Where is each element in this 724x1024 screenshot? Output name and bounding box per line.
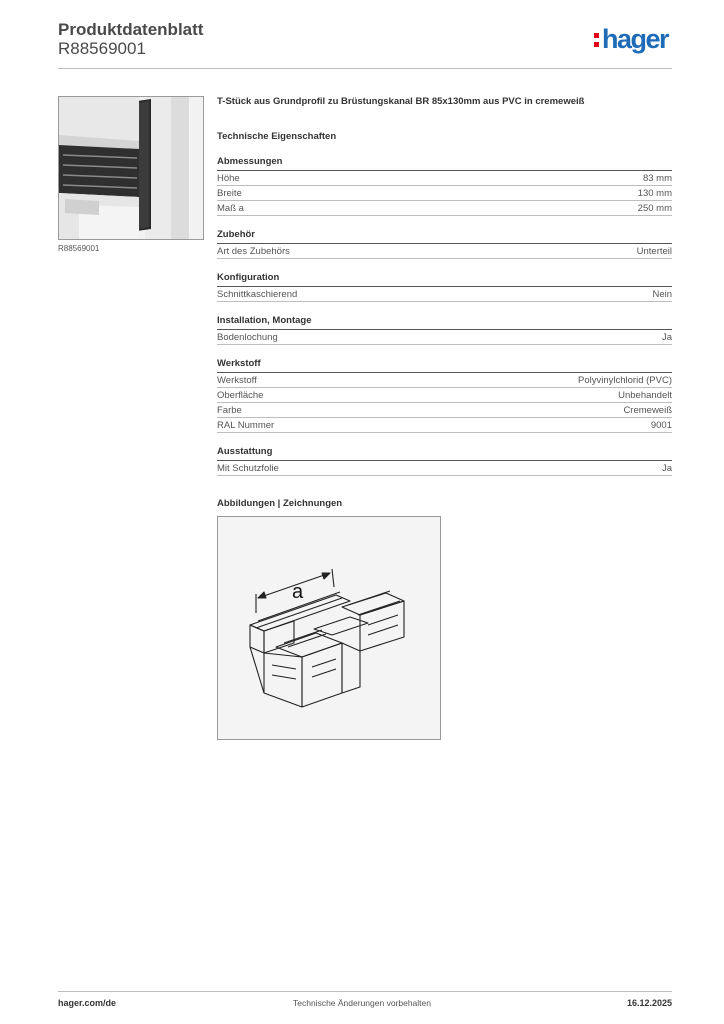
spec-value: 9001 <box>650 420 672 431</box>
spec-section <box>217 358 672 433</box>
product-number: R88569001 <box>58 39 146 58</box>
t-piece-drawing-icon <box>218 517 440 739</box>
spec-label: Breite <box>217 188 242 199</box>
spec-value: Unterteil <box>636 246 672 257</box>
spec-value: Polyvinylchlorid (PVC) <box>578 375 672 386</box>
spec-row <box>217 330 672 345</box>
spec-label: Mit Schutzfolie <box>217 463 279 474</box>
spec-label: Bodenlochung <box>217 332 278 343</box>
section-title: Abmessungen <box>217 156 672 171</box>
section-title: Zubehör <box>217 229 672 244</box>
spec-value: Ja <box>661 463 672 474</box>
section-title: Konfiguration <box>217 272 672 287</box>
section-title: Installation, Montage <box>217 315 672 330</box>
spec-row <box>217 373 672 388</box>
spec-row <box>217 388 672 403</box>
product-photo-icon <box>59 97 203 239</box>
spec-value: 83 mm <box>642 173 672 184</box>
drawing-figure <box>217 516 441 740</box>
spec-sections <box>217 156 672 476</box>
spec-value: 250 mm <box>637 203 672 214</box>
spec-value: Unbehandelt <box>618 390 672 401</box>
spec-row <box>217 244 672 259</box>
spec-value: Cremeweiß <box>623 405 672 416</box>
spec-label: RAL Nummer <box>217 420 275 431</box>
footer-date: 16.12.2025 <box>626 998 672 1008</box>
spec-section <box>217 272 672 302</box>
spec-row <box>217 171 672 186</box>
spec-value: Ja <box>661 332 672 343</box>
image-caption: R88569001 <box>58 244 100 253</box>
spec-row <box>217 287 672 302</box>
spec-label: Farbe <box>217 405 242 416</box>
page-title: Produktdatenblatt <box>58 20 204 39</box>
logo-text: hager <box>602 24 669 54</box>
product-image <box>58 96 204 240</box>
product-description: T-Stück aus Grundprofil zu Brüstungskanal BR 85x130mm aus PVC in cremeweiß <box>217 96 585 107</box>
dimension-label: a <box>292 581 304 603</box>
spec-section <box>217 156 672 216</box>
header-divider <box>58 68 672 69</box>
spec-row <box>217 186 672 201</box>
logo-dots-icon <box>594 31 600 47</box>
spec-label: Art des Zubehörs <box>217 246 290 257</box>
spec-section <box>217 229 672 259</box>
spec-value: Nein <box>652 289 672 300</box>
hager-logo <box>594 26 668 53</box>
section-title: Werkstoff <box>217 358 672 373</box>
spec-label: Maß a <box>217 203 244 214</box>
spec-section <box>217 315 672 345</box>
spec-row <box>217 201 672 216</box>
spec-row <box>217 418 672 433</box>
spec-value: 130 mm <box>637 188 672 199</box>
spec-label: Schnittkaschierend <box>217 289 298 300</box>
section-title: Ausstattung <box>217 446 672 461</box>
spec-row <box>217 461 672 476</box>
tech-heading: Technische Eigenschaften <box>217 131 337 142</box>
footer-notice: Technische Änderungen vorbehalten <box>293 998 431 1008</box>
spec-label: Höhe <box>217 173 240 184</box>
footer-website-link[interactable]: hager.com/de <box>58 998 117 1008</box>
product-specs <box>217 96 672 740</box>
footer-divider <box>58 991 672 992</box>
spec-row <box>217 403 672 418</box>
spec-label: Werkstoff <box>217 375 257 386</box>
spec-label: Oberfläche <box>217 390 264 401</box>
spec-section <box>217 446 672 476</box>
figures-title: Abbildungen | Zeichnungen <box>217 498 343 509</box>
